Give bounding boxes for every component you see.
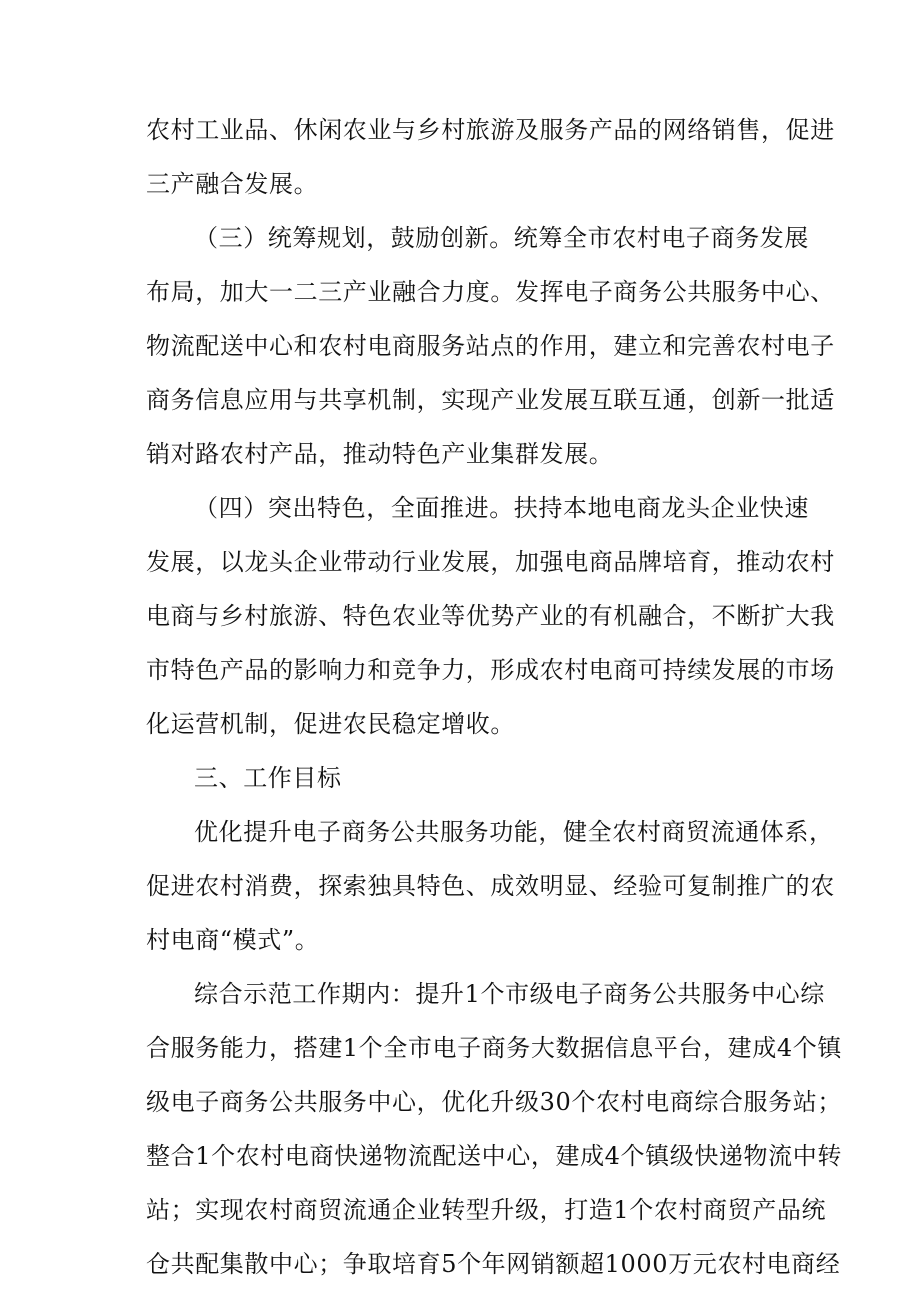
paragraph-goals-detail	[146, 967, 842, 1291]
paragraph-goals-summary	[146, 805, 835, 967]
text-line: （四）突出特色，全面推进。扶持本地电商龙头企业快速	[194, 494, 809, 522]
text-line: 发展，以龙头企业带动行业发展，加强电商品牌培育，推动农村	[146, 548, 835, 576]
text-line: 三、工作目标	[194, 764, 342, 792]
text-line: 物流配送中心和农村电商服务站点的作用，建立和完善农村电子	[146, 332, 835, 360]
paragraph-overall-planning	[146, 211, 835, 481]
text-line: 农村工业品、休闲农业与乡村旅游及服务产品的网络销售，促进	[146, 116, 835, 144]
text-line: （三）统筹规划，鼓励创新。统筹全市农村电子商务发展	[194, 224, 809, 252]
text-line: 级电子商务公共服务中心，优化升级30个农村电商综合服务站；	[146, 1088, 842, 1116]
paragraph-continuation	[146, 103, 835, 211]
text-line: 站；实现农村商贸流通企业转型升级，打造1个农村商贸产品统	[146, 1196, 827, 1224]
text-line: 仓共配集散中心；争取培育5个年网销额超1000万元农村电商经	[146, 1250, 841, 1278]
text-line: 布局，加大一二三产业融合力度。发挥电子商务公共服务中心、	[146, 278, 835, 306]
text-line: 三产融合发展。	[146, 170, 319, 198]
text-line: 销对路农村产品，推动特色产业集群发展。	[146, 440, 614, 468]
text-line: 市特色产品的影响力和竞争力，形成农村电商可持续发展的市场	[146, 656, 835, 684]
text-line: 商务信息应用与共享机制，实现产业发展互联互通，创新一批适	[146, 386, 835, 414]
text-line: 促进农村消费，探索独具特色、成效明显、经验可复制推广的农	[146, 872, 835, 900]
document-body	[146, 103, 842, 1291]
section-heading	[146, 751, 774, 805]
paragraph-highlight-features	[146, 481, 835, 751]
text-line: 化运营机制，促进农民稳定增收。	[146, 710, 515, 738]
text-line: 合服务能力，搭建1个全市电子商务大数据信息平台，建成4个镇	[146, 1034, 842, 1062]
text-line: 电商与乡村旅游、特色农业等优势产业的有机融合，不断扩大我	[146, 602, 835, 630]
text-line: 村电商“模式”。	[146, 926, 320, 954]
text-line: 综合示范工作期内：提升1个市级电子商务公共服务中心综	[194, 980, 825, 1008]
text-line: 整合1个农村电商快递物流配送中心，建成4个镇级快递物流中转	[146, 1142, 842, 1170]
text-line: 优化提升电子商务公共服务功能，健全农村商贸流通体系，	[194, 818, 834, 846]
